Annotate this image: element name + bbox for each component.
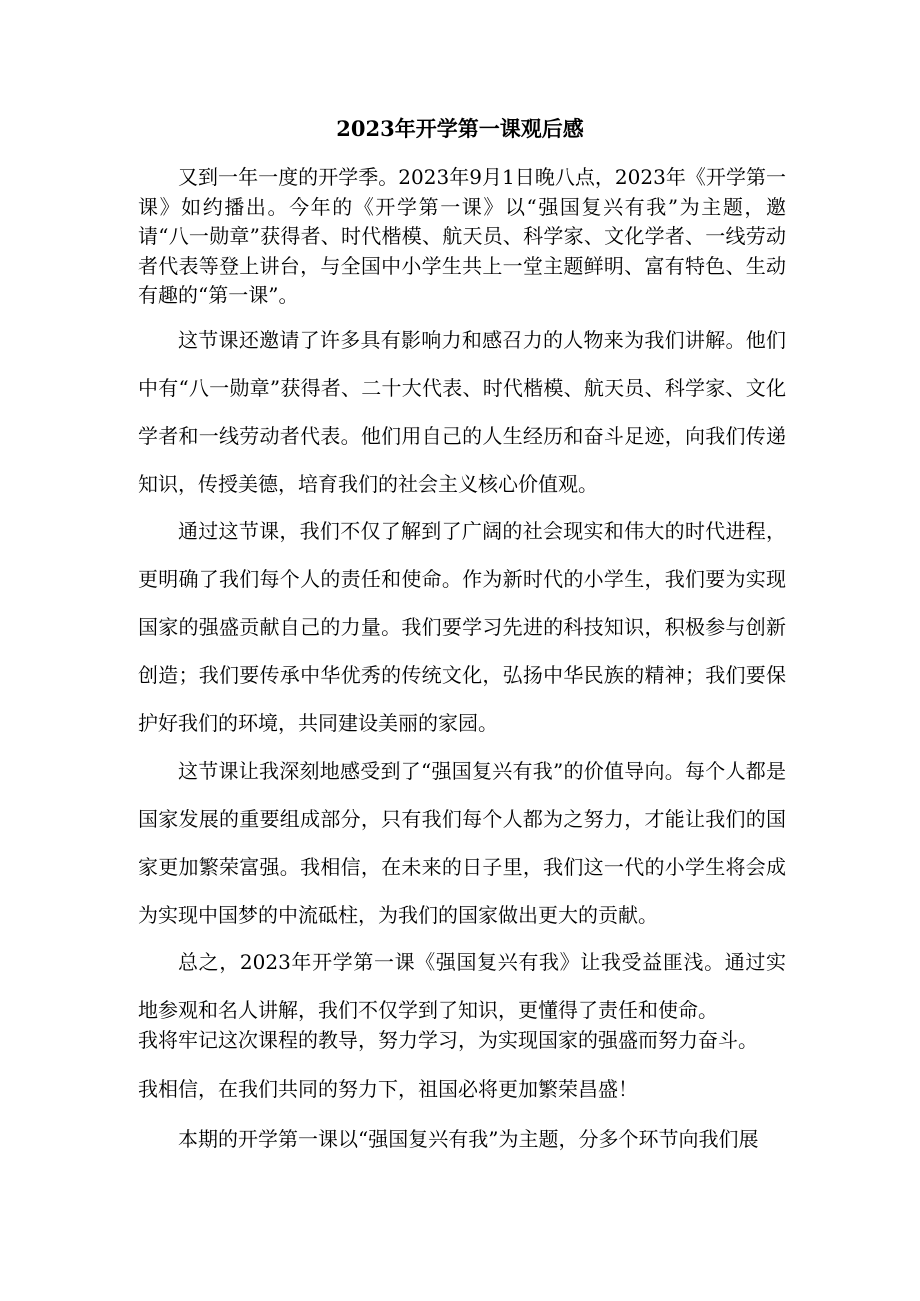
paragraph-conclusion-line-2: 我将牢记这次课程的教导，努力学习，为实现国家的强盛而努力奋斗。 bbox=[138, 1028, 758, 1052]
document-title: 2023年开学第一课观后感 bbox=[336, 116, 584, 141]
paragraph-guests: 这节课还邀请了许多具有影响力和感召力的人物来为我们讲解。他们中有“八一勋章”获得者、二十大代表、时代楷模、航天员、科学家、文化学者和一线劳动者代表。他们用自己的人生经历和奋斗足迹，向我们传递知识，传授美德，培育我们的社会主义核心价值观。 bbox=[138, 328, 786, 496]
paragraph-values: 这节课让我深刻地感受到了“强国复兴有我”的价值导向。每个人都是国家发展的重要组成部分，只有我们每个人都为之努力，才能让我们的国家更加繁荣富强。我相信，在未来的日子里，我们这一代的小学生将会成为实现中国梦的中流砥柱，为我们的国家做出更大的贡献。 bbox=[138, 759, 786, 927]
paragraph-continuation: 本期的开学第一课以“强国复兴有我”为主题，分多个环节向我们展 bbox=[178, 1127, 759, 1151]
paragraph-responsibility: 通过这节课，我们不仅了解到了广阔的社会现实和伟大的时代进程，更明确了我们每个人的责任和使命。作为新时代的小学生，我们要为实现国家的强盛贡献自己的力量。我们要学习先进的科技知识，积极参与创新创造；我们要传承中华优秀的传统文化，弘扬中华民族的精神；我们要保护好我们的环境，共同建设美丽的家园。 bbox=[138, 519, 786, 735]
paragraph-conclusion-line-3: 我相信，在我们共同的努力下，祖国必将更加繁荣昌盛！ bbox=[138, 1077, 638, 1101]
paragraph-conclusion: 总之，2023年开学第一课《强国复兴有我》让我受益匪浅。通过实地参观和名人讲解，我们不仅学到了知识，更懂得了责任和使命。 bbox=[138, 950, 786, 1022]
paragraph-intro: 又到一年一度的开学季。2023年9月1日晚八点，2023年《开学第一课》如约播出。今年的《开学第一课》以“强国复兴有我”为主题，邀请“八一勋章”获得者、时代楷模、航天员、科学家、文化学者、一线劳动者代表等登上讲台，与全国中小学生共上一堂主题鲜明、富有特色、生动有趣的“第一课”。 bbox=[138, 165, 786, 307]
